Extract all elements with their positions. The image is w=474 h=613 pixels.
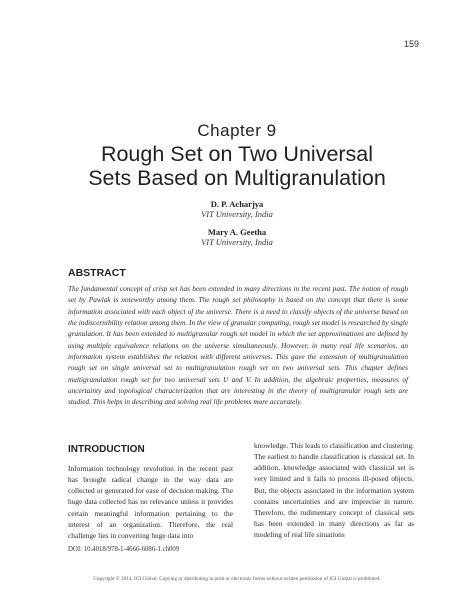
doi-line: DOI: 10.4018/978-1-4666-6086-1.ch009 — [68, 546, 180, 553]
introduction-right-column: knowledge. This leads to classification and clustering. The earliest to handle classification is classical set. In addition, knowledge associated with classical set is very limited and it fails to process ill-posed objects. But, the objects associated in the information system contains uncertainties and are imprecise in nature. Therefore, the rudimentary concept of classical sets has been extended in many directions as far as modeling of real life situations — [254, 441, 414, 540]
abstract-heading: ABSTRACT — [68, 267, 126, 279]
author-list — [0, 199, 474, 255]
chapter-title — [0, 142, 474, 190]
chapter-title-line-2: Sets Based on Multigranulation — [88, 166, 386, 190]
chapter-title-line-1: Rough Set on Two Universal — [100, 142, 374, 166]
author-affiliation: VIT University, India — [201, 237, 273, 247]
author-block — [0, 227, 474, 247]
introduction-heading: INTRODUCTION — [68, 444, 145, 455]
copyright-footer: Copyright © 2014, IGI Global. Copying or distributing in print or electronic forms without written permission of IGI Global is prohibited. — [93, 576, 381, 582]
author-name: Mary A. Geetha — [207, 227, 267, 237]
page-number: 159 — [403, 39, 419, 49]
chapter-label: Chapter 9 — [197, 121, 277, 140]
author-block — [0, 199, 474, 219]
author-affiliation: VIT University, India — [201, 209, 273, 219]
author-name: D. P. Acharjya — [210, 199, 264, 209]
abstract-text: The fundamental concept of crisp set has been extended in many directions in the recent past. The notion of rough set by Pawlak is noteworthy among them. The rough set philosophy is based on the concept that there is some information associated with each object of the universe. There is a need to classify objects of the universe based on the indiscernibility relation among them. In the view of granular computing, rough set model is researched by single granulation. It has been extended to multigranular rough set model in which the set approximations are defined by using multiple equivalence relations on the universe simultaneously. However, in many real life scenarios, an information system establishes the relation with different universes. This gave the extension of multigranulation rough set on single universal set to multigranulation rough set on two universal sets. This chapter defines multigranulation rough set for two universal sets U and V. In addition, the algebraic properties, measures of uncertainty and topological characterization that are interesting in the theory of multigranular rough sets are studied. This helps in describing and solving real life problems more accurately. — [68, 284, 408, 407]
introduction-left-column: Information technology revolution in the recent past has brought radical change in the way data are collected or generated for ease of decision making. The huge data collected has no relevance unless it provides certain meaningful information pertaining to the interest of an organization. Therefore, the real challenge lies in converting huge data into — [68, 464, 233, 540]
